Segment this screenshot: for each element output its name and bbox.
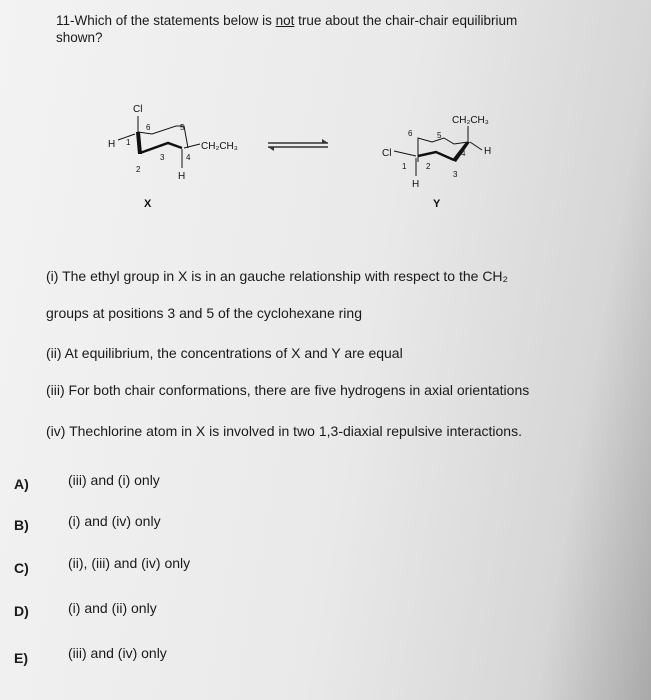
option-d-text[interactable]: (i) and (ii) only [68, 600, 157, 616]
option-c-letter[interactable]: C) [14, 560, 29, 576]
option-e-text[interactable]: (iii) and (iv) only [68, 645, 167, 661]
equilibrium-arrows-icon [268, 139, 328, 151]
x-num-6: 6 [146, 123, 151, 132]
option-d-letter[interactable]: D) [14, 603, 29, 619]
chair-equilibrium-diagram [60, 90, 640, 220]
statement-ii: (ii) At equilibrium, the concentrations of X and Y are equal [46, 345, 403, 361]
question-line2: shown? [56, 30, 103, 45]
question-text [56, 12, 517, 46]
x-ethyl-label: CH₂CH₃ [201, 141, 238, 152]
option-a-text[interactable]: (iii) and (i) only [68, 472, 160, 488]
x-num-1: 1 [126, 138, 131, 147]
y-h-bottom: H [412, 179, 420, 190]
y-h-right: H [484, 146, 492, 157]
statement-i: (i) The ethyl group in X is in an gauche relationship with respect to the CH₂ [46, 268, 508, 284]
x-num-3: 3 [160, 153, 165, 162]
y-num-4: 4 [461, 149, 466, 158]
option-c-text[interactable]: (ii), (iii) and (iv) only [68, 555, 191, 571]
x-cl-label: Cl [133, 104, 143, 115]
structure-x [108, 104, 238, 210]
option-a-letter[interactable]: A) [14, 476, 29, 492]
question-line1-end: true about the chair-chair equilibrium [294, 13, 518, 28]
x-label: X [144, 198, 152, 210]
option-e-letter[interactable]: E) [14, 650, 28, 666]
y-num-6: 6 [408, 129, 413, 138]
statement-i-continued: groups at positions 3 and 5 of the cyclohexane ring [46, 305, 362, 321]
statement-iv: (iv) Thechlorine atom in X is involved in two 1,3-diaxial repulsive interactions. [46, 423, 522, 439]
y-num-3: 3 [453, 170, 458, 179]
x-h-left: H [108, 139, 116, 150]
y-num-2: 2 [426, 162, 431, 171]
option-b-text[interactable]: (i) and (iv) only [68, 513, 161, 529]
y-label: Y [433, 198, 441, 210]
y-ethyl-label: CH₂CH₃ [452, 115, 489, 126]
y-num-1: 1 [402, 162, 407, 171]
structure-y [382, 115, 491, 210]
option-b-letter[interactable]: B) [14, 517, 29, 533]
question-emphasis: not [275, 13, 295, 28]
question-line1: 11-Which of the statements below is [56, 13, 276, 28]
y-num-5: 5 [437, 131, 442, 140]
x-h-bottom: H [178, 171, 186, 182]
y-cl-label: Cl [382, 148, 392, 159]
x-num-2: 2 [136, 165, 141, 174]
x-num-4: 4 [186, 153, 191, 162]
statement-iii: (iii) For both chair conformations, there are five hydrogens in axial orientations [46, 382, 530, 398]
x-num-5: 5 [180, 123, 185, 132]
